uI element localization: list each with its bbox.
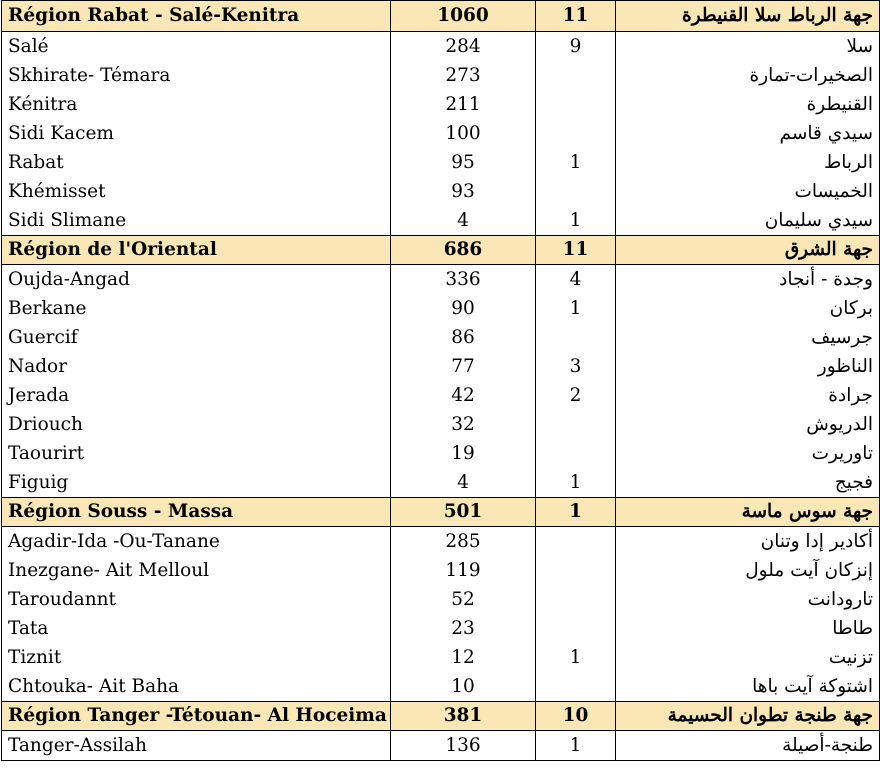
province-total: 77 [391,352,536,381]
province-total: 136 [391,731,536,761]
region-second-count: 10 [536,702,616,731]
province-name-arabic: تارودانت [616,585,880,614]
table-row [2,323,880,352]
region-row [2,498,880,527]
region-name: Région Rabat - Salé-Kenitra [2,1,391,32]
province-second-count: 1 [536,206,616,236]
table-row [2,352,880,381]
province-total: 285 [391,527,536,557]
table-row [2,614,880,643]
province-total: 42 [391,381,536,410]
province-second-count [536,177,616,206]
province-name: Sidi Kacem [2,119,391,148]
region-name-arabic: جهة طنجة تطوان الحسيمة [616,702,880,731]
province-name: Taourirt [2,439,391,468]
province-second-count [536,90,616,119]
province-second-count: 1 [536,148,616,177]
province-name: Agadir-Ida -Ou-Tanane [2,527,391,557]
table-row [2,32,880,62]
province-second-count [536,323,616,352]
province-total: 10 [391,672,536,702]
province-name: Figuig [2,468,391,498]
province-second-count: 2 [536,381,616,410]
province-second-count [536,614,616,643]
province-total: 100 [391,119,536,148]
province-second-count [536,410,616,439]
province-name: Berkane [2,294,391,323]
region-name-arabic: جهة الشرق [616,236,880,265]
province-total: 93 [391,177,536,206]
province-name-arabic: طنجة-أصيلة [616,731,880,761]
province-name: Guercif [2,323,391,352]
province-name-arabic: طاطا [616,614,880,643]
province-name: Chtouka- Ait Baha [2,672,391,702]
province-name-arabic: جرسيف [616,323,880,352]
table-body [2,1,880,761]
province-name-arabic: الدريوش [616,410,880,439]
province-name: Driouch [2,410,391,439]
province-second-count [536,119,616,148]
table-row [2,90,880,119]
province-name-arabic: سيدي قاسم [616,119,880,148]
province-total: 273 [391,61,536,90]
province-total: 23 [391,614,536,643]
region-row [2,236,880,265]
region-total: 381 [391,702,536,731]
province-total: 32 [391,410,536,439]
province-name-arabic: الرباط [616,148,880,177]
province-name: Jerada [2,381,391,410]
regional-cases-table [1,0,880,761]
region-name: Région Souss - Massa [2,498,391,527]
province-second-count: 4 [536,265,616,295]
province-name-arabic: الناظور [616,352,880,381]
province-name-arabic: تاوريرت [616,439,880,468]
province-total: 4 [391,206,536,236]
province-total: 4 [391,468,536,498]
province-name: Sidi Slimane [2,206,391,236]
table-row [2,294,880,323]
province-second-count [536,439,616,468]
region-name-arabic: جهة سوس ماسة [616,498,880,527]
table-row [2,61,880,90]
region-second-count: 1 [536,498,616,527]
province-name: Tiznit [2,643,391,672]
province-total: 86 [391,323,536,352]
table-row [2,468,880,498]
table-row [2,177,880,206]
table-row [2,585,880,614]
table-row [2,643,880,672]
province-name-arabic: سلا [616,32,880,62]
table-row [2,119,880,148]
province-name: Skhirate- Témara [2,61,391,90]
province-name-arabic: سيدي سليمان [616,206,880,236]
table-row [2,527,880,557]
province-name: Tanger-Assilah [2,731,391,761]
province-name-arabic: بركان [616,294,880,323]
province-total: 284 [391,32,536,62]
table-row [2,439,880,468]
table-row [2,672,880,702]
region-name: Région Tanger -Tétouan- Al Hoceima [2,702,391,731]
province-name: Taroudannt [2,585,391,614]
province-second-count [536,61,616,90]
table-row [2,556,880,585]
province-name-arabic: أكادير إدا وتنان [616,527,880,557]
table-row [2,381,880,410]
province-second-count: 1 [536,294,616,323]
province-name-arabic: وجدة - أنجاد [616,265,880,295]
table-row [2,731,880,761]
region-name: Région de l'Oriental [2,236,391,265]
region-total: 686 [391,236,536,265]
province-second-count [536,672,616,702]
province-total: 52 [391,585,536,614]
region-name-arabic: جهة الرباط سلا القنيطرة [616,1,880,32]
province-total: 336 [391,265,536,295]
province-second-count: 9 [536,32,616,62]
province-name: Oujda-Angad [2,265,391,295]
province-second-count [536,585,616,614]
province-second-count: 1 [536,731,616,761]
province-name-arabic: إنزكان آيت ملول [616,556,880,585]
province-name-arabic: جرادة [616,381,880,410]
province-name: Salé [2,32,391,62]
province-name-arabic: الصخيرات-تمارة [616,61,880,90]
province-name: Rabat [2,148,391,177]
province-second-count [536,527,616,557]
table-row [2,410,880,439]
table-row [2,148,880,177]
province-name-arabic: اشتوكة آيت باها [616,672,880,702]
region-second-count: 11 [536,1,616,32]
region-row [2,702,880,731]
province-second-count: 1 [536,468,616,498]
province-total: 211 [391,90,536,119]
region-row [2,1,880,32]
province-name: Kénitra [2,90,391,119]
province-second-count: 1 [536,643,616,672]
province-name-arabic: فجيج [616,468,880,498]
province-name-arabic: تزنيت [616,643,880,672]
region-total: 501 [391,498,536,527]
province-name: Inezgane- Ait Melloul [2,556,391,585]
province-second-count: 3 [536,352,616,381]
province-name: Tata [2,614,391,643]
province-name-arabic: القنيطرة [616,90,880,119]
province-total: 90 [391,294,536,323]
table-row [2,206,880,236]
province-name: Khémisset [2,177,391,206]
province-name: Nador [2,352,391,381]
province-total: 19 [391,439,536,468]
province-name-arabic: الخميسات [616,177,880,206]
province-second-count [536,556,616,585]
table-row [2,265,880,295]
province-total: 119 [391,556,536,585]
province-total: 12 [391,643,536,672]
region-total: 1060 [391,1,536,32]
region-second-count: 11 [536,236,616,265]
province-total: 95 [391,148,536,177]
